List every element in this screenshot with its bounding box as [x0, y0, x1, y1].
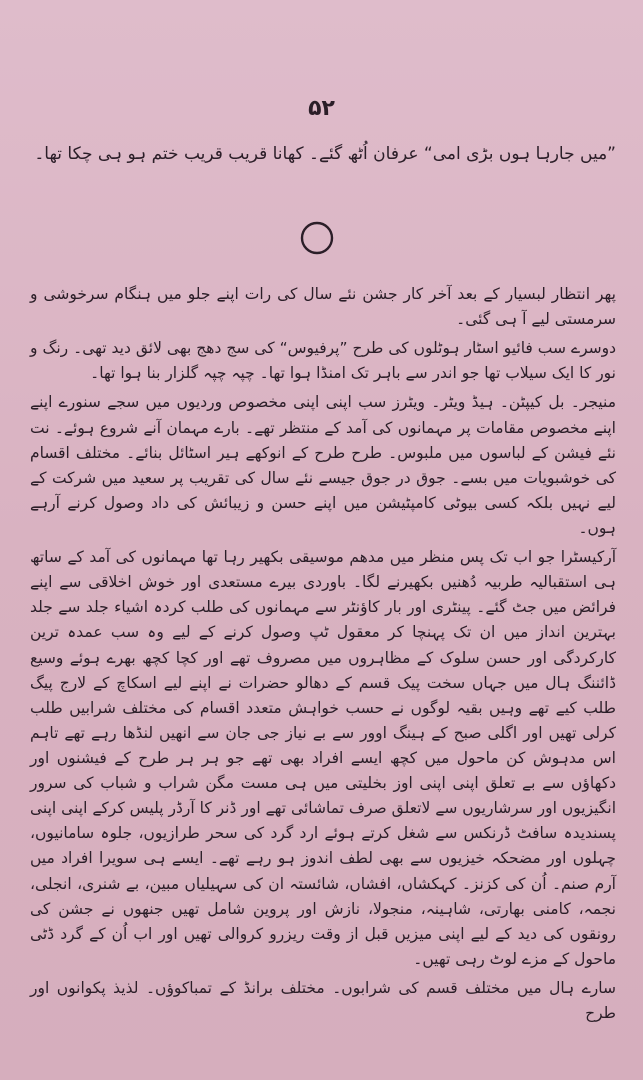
- paragraph: پھر انتظار لبسیار کے بعد آخر کار جشن نئے سال کی رات اپنے جلو میں ہنگام سرخوشی و سرمستی لیے آ ہی گئی۔: [30, 285, 616, 329]
- opening-paragraph: ”میں جارہا ہوں بڑی امی“ عرفان اُٹھ گئے۔ کھانا قریب قریب ختم ہو ہی چکا تھا۔: [34, 144, 616, 164]
- section-separator-circle: [299, 220, 335, 256]
- paragraph: آرکیسٹرا جو اب تک پس منظر میں مدھم موسیقی بکھیر رہا تھا مہمانوں کی آمد کے ساتھ ہی استقبالیہ طربیہ دُھنیں بکھیرنے لگا۔ باوردی بیرے مستعدی اور خوش اخلاقی سے اپنے فرائض میں جٹ گئے۔ پینٹری اور بار کاؤنٹر سے مہمانوں کی طلب کردہ اشیاء جلد سے جلد بہترین انداز میں ان تک پہنچا کر معقول ٹپ وصول کرنے کے لیے وہ سب عمدہ ترین کارکردگی اور حسن سلوک کے مظاہروں میں مصروف تھے اور کچا کچھ بھرے ہوئے وسیع ڈائننگ ہال میں جہاں سخت پیک قسم کے دھالو حضرات نے اپنے لیے اسکاچ کے لارج پیگ طلب کیے تھے وہیں بقیہ لوگوں نے حسب خواہش متعدد اقسام کی مختلف شرابیں طلب کرلی تھیں اور اگلی صبح کے ہینگ اوور سے بے نیاز جی جان سے انھیں لنڈھا رہے تھے تاہم اس مدہوش کن ماحول میں کچھ ایسے افراد بھی تھے جو ہر ہر طرح کے فیشنوں اور دکھاؤں سے بے تعلق اپنی اپنی اوز بخلیتی میں ہی مست مگن شراب و شباب کی سرور انگیزیوں اور سرشاریوں سے لاتعلق صرف تماشائی تھے اور ڈنر کا آرڈر پلیس کرکے اپنی اپنی پسندیدہ سافٹ ڈرنکس سے شغل کرتے ہوئے ارد گرد کی سحر طرازیوں، جلوہ سامانیوں، چہلوں اور مضحکہ خیزیوں سے بھی لطف اندوز ہو رہے تھے۔ ایسے ہی سویرا افراد میں آرم صنم۔ اُن کی کزنز۔ کہکشاں، افشاں، شائستہ ان کی سہیلیاں مبین، بے شنری، انجلی، نجمہ، کامنی بھارتی، شاہینہ، منجولا، نازش اور پروین شامل تھیں جنھوں نے جشن کی رونقوں کی دید کے لیے اپنی میزیں قبل از وقت ریزرو کروالی تھیں اور اب اُن کے گرد ڈٹی ماحول کے مزے لوٹ رہی تھیں۔: [30, 548, 616, 968]
- paragraph: منیجر۔ بل کیپٹن۔ ہیڈ ویٹر۔ ویٹرز سب اپنی اپنی مخصوص وردیوں میں سجے سنورے اپنے اپنے مخصوص مقامات پر مہمانوں کی آمد کے منتظر تھے۔ بارے مہمان آنے شروع ہوئے۔ نت نئے فیشن کے لباسوں میں ملبوس۔ طرح طرح کے انوکھے ہیر اسٹائل بنائے۔ مختلف اقسام کی خوشبویات میں بسے۔ جوق در جوق جیسے نئے سال کی تقریب پر سعید میں شرکت کے لیے نہیں بلکہ کسی بیوٹی کامپٹیشن میں اپنے حسن و زیبائش کی داد وصول کرنے آرہے ہوں۔: [30, 393, 616, 537]
- paragraph: سارے ہال میں مختلف قسم کی شرابوں۔ مختلف برانڈ کے تمباکوؤں۔ لذیذ پکوانوں اور طرح: [30, 978, 616, 1023]
- opening-line: [30, 140, 616, 172]
- page-number: ۵۲: [308, 96, 335, 121]
- body-text: [30, 282, 616, 1030]
- paragraph: دوسرے سب فائیو اسٹار ہوٹلوں کی طرح ”پرفیوس“ کی سج دھج بھی لائق دید تھی۔ رنگ و نور کا ایک سیلاب تھا جو اندر سے باہر تک امنڈا ہوا تھا۔ چپہ چپہ گلزار بنا ہوا تھا۔: [30, 339, 616, 383]
